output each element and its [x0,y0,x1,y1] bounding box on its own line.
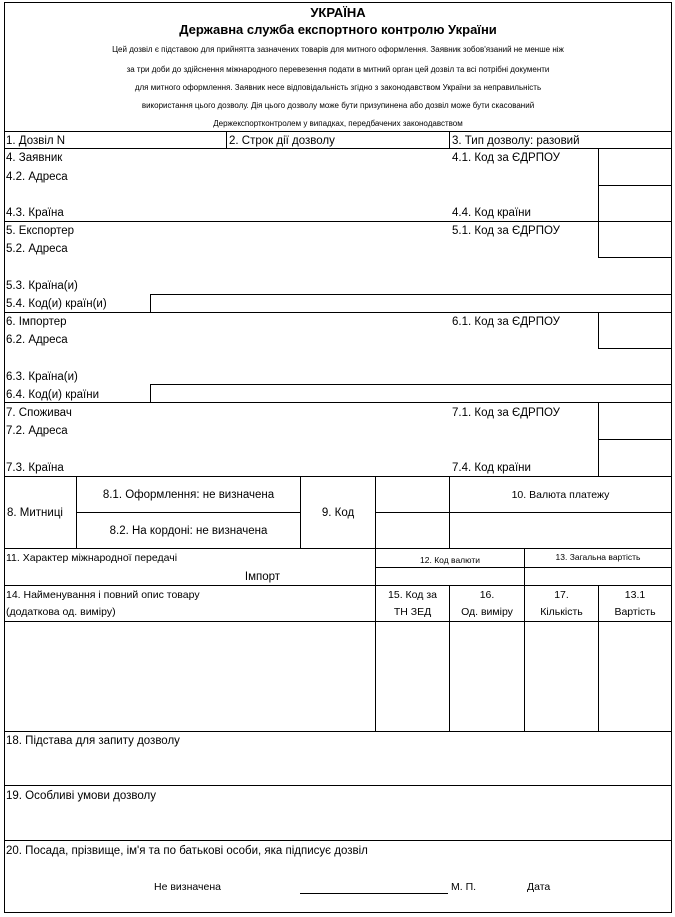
rule [598,257,672,258]
rule [4,585,672,586]
border-left [4,2,5,913]
rule [4,548,672,549]
consumer-label: 7. Споживач [6,407,72,419]
signatory-name: Не визначена [154,881,221,893]
unit-sublabel: Од. виміру [461,606,513,618]
rule [4,731,672,732]
date-label: Дата [527,881,551,893]
consumer-country-code-label: 7.4. Код країни [452,462,531,474]
border-right [671,2,672,913]
applicant-code-label: 4.1. Код за ЄДРПОУ [452,152,560,164]
stamp-label: М. П. [451,881,477,893]
rule [76,512,301,513]
notice-line: використання цього дозволу. Дія цього дозволу може бути призупинена або дозвіл може бути скасований [141,101,535,110]
customs-clearance-label: 8.1. Оформлення: не визначена [102,489,275,501]
hs-code-sublabel: ТН ЗЕД [393,606,432,618]
value-label: 13.1 [624,589,646,601]
signature-line [300,893,448,894]
rule [4,131,672,132]
rule [4,840,672,841]
validity-label: 2. Строк дії дозволу [229,135,335,147]
agency-title: Державна служба експортного контролю України [179,22,497,37]
rule [449,131,450,149]
applicant-country-label: 4.3. Країна [6,207,64,219]
rule [4,312,672,313]
exporter-address-label: 5.2. Адреса [6,243,68,255]
notice-line: за три доби до здійснення міжнародного перевезення подати в митний орган цей дозвіл та всі потрібні документи [126,65,550,74]
importer-country-codes-label: 6.4. Код(и) країни [6,389,99,401]
basis-label: 18. Підстава для запиту дозволу [6,735,180,747]
hs-code-label: 15. Код за [388,589,437,601]
consumer-address-label: 7.2. Адреса [6,425,68,437]
unit-label: 16. [479,589,495,601]
quantity-label: 17. [554,589,569,601]
currency-code-label: 12. Код валюти [420,555,480,565]
total-value-label: 13. Загальна вартість [555,552,641,562]
transfer-nature-value: Імпорт [244,571,281,583]
rule [4,402,672,403]
country-title: УКРАЇНА [310,5,366,20]
quantity-sublabel: Кількість [540,606,583,618]
importer-code-label: 6.1. Код за ЄДРПОУ [452,316,560,328]
rule [598,312,599,349]
value-sublabel: Вартість [614,606,656,618]
rule [4,148,672,149]
customs-label: 8. Митниці [7,507,63,519]
rule [4,221,672,222]
notice-line: для митного оформлення. Заявник несе відповідальність згідно з законодавством України за неправильність [134,83,542,92]
rule [375,567,672,568]
payment-currency-label: 10. Валюта платежу [511,489,610,501]
exporter-country-codes-label: 5.4. Код(и) країн(и) [6,298,107,310]
border-top [4,2,672,3]
rule [598,185,672,186]
consumer-code-label: 7.1. Код за ЄДРПОУ [452,407,560,419]
rule [150,294,672,295]
permit-type-label: 3. Тип дозволу: разовий [452,135,580,147]
rule [4,785,672,786]
goods-description-sublabel: (додаткова од. виміру) [6,606,116,618]
rule [375,512,672,513]
importer-label: 6. Імпортер [6,316,67,328]
customs-code-label: 9. Код [321,507,355,519]
applicant-country-code-label: 4.4. Код країни [452,207,531,219]
rule [598,221,599,258]
rule [4,621,672,622]
transfer-nature-label: 11. Характер міжнародної передачі [6,552,178,564]
conditions-label: 19. Особливі умови дозволу [6,790,156,802]
applicant-address-label: 4.2. Адреса [6,171,68,183]
exporter-label: 5. Експортер [6,225,75,237]
applicant-label: 4. Заявник [6,152,63,164]
goods-description-label: 14. Найменування і повний опис товару [6,589,200,601]
importer-address-label: 6.2. Адреса [6,334,68,346]
notice-line: Цей дозвіл є підставою для прийнятта зазначених товарів для митного оформлення. Заявник зобов'язаний не менше ніж [112,45,564,54]
rule [150,384,151,403]
rule [598,439,672,440]
importer-country-label: 6.3. Країна(и) [6,371,78,383]
exporter-country-label: 5.3. Країна(и) [6,280,78,292]
exporter-code-label: 5.1. Код за ЄДРПОУ [452,225,560,237]
consumer-country-label: 7.3. Країна [6,462,64,474]
signatory-label: 20. Посада, прізвище, ім'я та по батькові особи, яка підписує дозвіл [6,845,368,857]
rule [226,131,227,149]
notice-line: Держекспортконтролем у випадках, передбачених законодавством [213,119,463,128]
permit-number-label: 1. Дозвіл N [6,135,66,147]
rule [150,294,151,313]
rule [598,348,672,349]
border-bottom [4,912,672,913]
rule [150,384,672,385]
customs-border-label: 8.2. На кордоні: не визначена [109,525,268,537]
rule [4,476,672,477]
